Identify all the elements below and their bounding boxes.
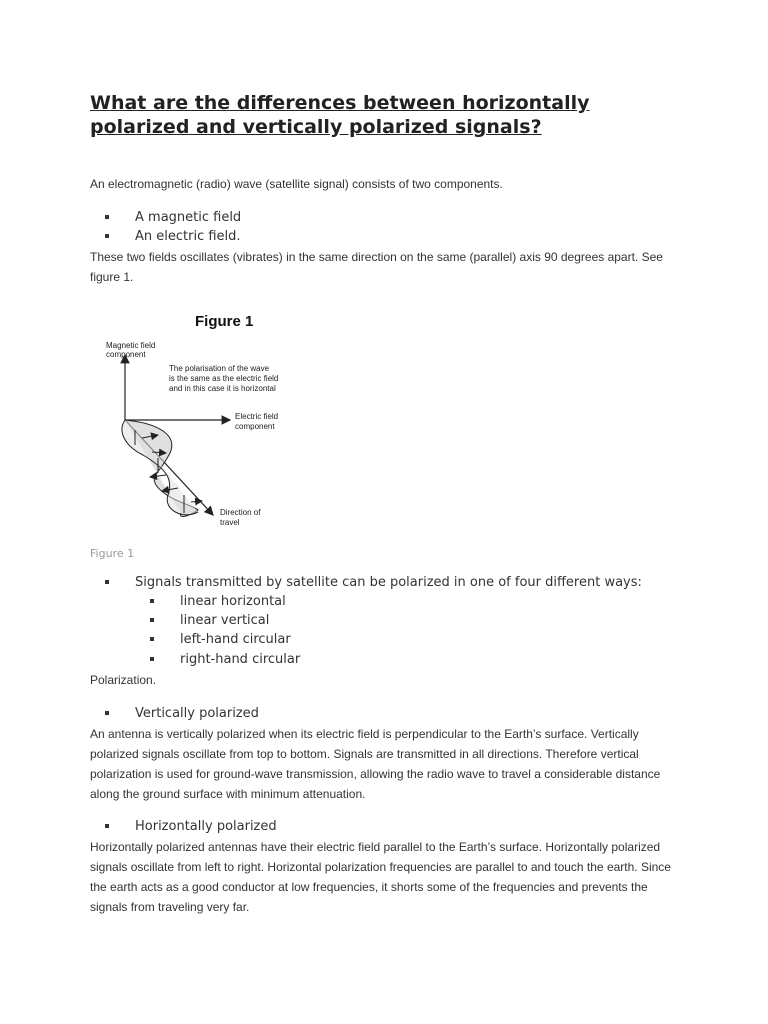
list-item-text: A magnetic field	[135, 210, 242, 225]
direction-label-line2: travel	[220, 518, 240, 527]
electric-label-line1: Electric field	[235, 412, 279, 421]
bullet-marker	[105, 580, 109, 584]
bullet-marker	[105, 824, 109, 828]
page-title: What are the differences between horizontally polarized and vertically polarized signals?	[90, 92, 590, 138]
bullet-marker	[105, 215, 109, 219]
magnetic-label-line2: component	[106, 350, 146, 359]
bullet-marker	[105, 711, 109, 715]
list-item-way	[180, 592, 286, 611]
horizontal-paragraph: Horizontally polarized antennas have their electric field parallel to the Earth’s surface. Horizontally polarized signals oscillate from left to right. Horizontal polarization frequencies are parallel to and touch the earth. Since the earth acts as a good conductor at low frequencies, it shorts some of the frequencies and prevents the signals from traveling very far.	[90, 840, 671, 914]
direction-label-line1: Direction of	[220, 508, 261, 517]
list-item-text: linear vertical	[180, 613, 270, 628]
bullet-marker	[105, 234, 109, 238]
list-item-text: Horizontally polarized	[135, 819, 277, 834]
fields-paragraph: These two fields oscillates (vibrates) in the same direction on the same (parallel) axis 90 degrees apart. See figure 1.	[90, 250, 663, 284]
list-item-magnetic	[135, 208, 241, 227]
electric-label-line2: component	[235, 422, 275, 431]
bullet-marker	[150, 637, 154, 641]
note-line3: and in this case it is horizontal	[169, 384, 276, 393]
bullet-marker	[150, 657, 154, 661]
intro-paragraph: An electromagnetic (radio) wave (satellite signal) consists of two components.	[90, 177, 503, 191]
note-line2: is the same as the electric field	[169, 374, 279, 383]
list-item-vertical-heading	[135, 704, 259, 723]
magnetic-label-line1: Magnetic field	[106, 341, 156, 350]
vertical-paragraph: An antenna is vertically polarized when its electric field is perpendicular to the Earth’s surface. Vertically polarized signals oscillate from top to bottom. Signals are transmitted in all directions. Therefore vertical polarization is used for ground-wave transmission, allowing the radio wave to travel a considerable distance along the ground surface with minimum attenuation.	[90, 727, 661, 801]
polarization-diagram	[98, 305, 378, 535]
note-line1: The polarisation of the wave	[169, 364, 270, 373]
list-item-text: right-hand circular	[180, 652, 301, 667]
list-item-electric	[135, 227, 241, 246]
list-item-text: Signals transmitted by satellite can be polarized in one of four different ways:	[135, 575, 642, 590]
list-item-horizontal-heading	[135, 817, 277, 836]
list-item-way	[180, 611, 269, 630]
list-item-way	[180, 630, 291, 649]
list-item-way	[180, 650, 300, 669]
list-item-text: left-hand circular	[180, 632, 291, 647]
bullet-marker	[150, 618, 154, 622]
list-item-text: linear horizontal	[180, 594, 286, 609]
list-item-ways-intro	[135, 573, 642, 592]
figure-heading: Figure 1	[195, 313, 254, 330]
bullet-marker	[150, 599, 154, 603]
list-item-text: Vertically polarized	[135, 706, 259, 721]
figure-caption: Figure 1	[90, 547, 135, 560]
polarization-label: Polarization.	[90, 673, 157, 687]
list-item-text: An electric field.	[135, 229, 241, 244]
figure-1	[98, 305, 378, 540]
